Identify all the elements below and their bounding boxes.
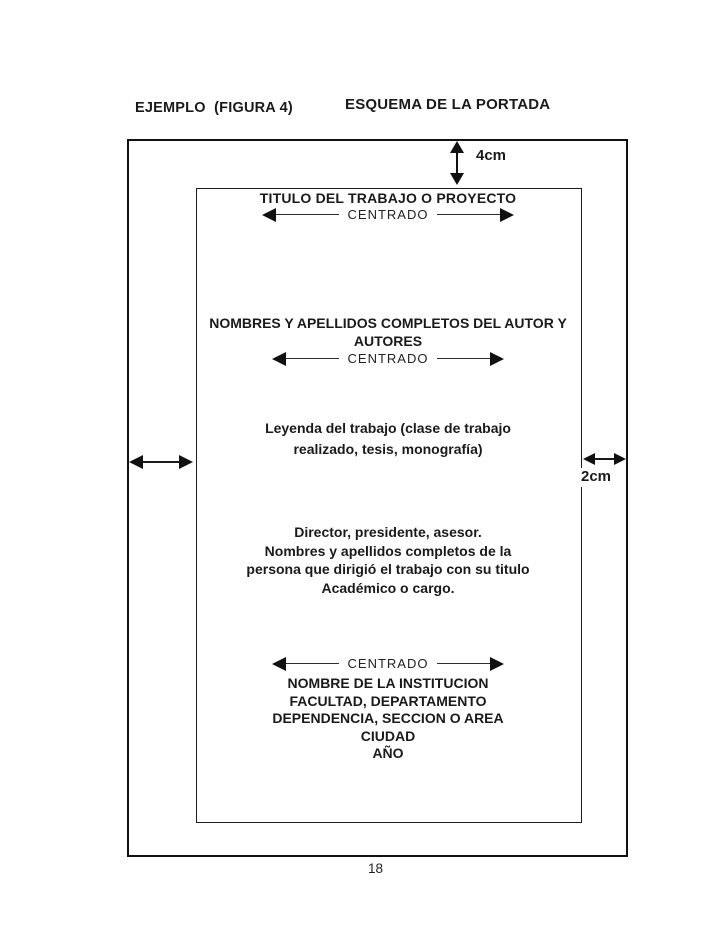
- director-line: Nombres y apellidos completos de la: [264, 542, 512, 559]
- director-line: persona que dirigió el trabajo con su titulo: [246, 561, 530, 577]
- legend-line: Leyenda del trabajo (clase de trabajo: [265, 420, 511, 436]
- arrow-shaft: [456, 153, 459, 173]
- institution-line: AÑO: [372, 745, 404, 761]
- top-margin-double-arrow-icon: [450, 141, 464, 185]
- work-title-line: TITULO DEL TRABAJO O PROYECTO: [259, 190, 517, 206]
- arrow-right-head-icon: [490, 657, 504, 671]
- institution-block: [196, 655, 580, 763]
- director-line: Director, presidente, asesor.: [294, 524, 482, 540]
- institution-line: FACULTAD, DEPARTAMENTO: [289, 692, 487, 709]
- arrow-left-head-icon: [129, 455, 143, 469]
- arrow-shaft: [143, 461, 179, 463]
- arrow-shaft: [286, 358, 339, 360]
- right-margin-double-arrow-icon: [583, 452, 626, 466]
- arrow-shaft: [595, 458, 614, 460]
- page-title: ESQUEMA DE LA PORTADA: [345, 96, 551, 113]
- figure-example-label: EJEMPLO (FIGURA 4): [135, 100, 293, 116]
- institution-line: CIUDAD: [360, 727, 416, 744]
- centered-label: CENTRADO: [347, 351, 429, 366]
- arrow-shaft: [286, 663, 339, 665]
- director-block: [196, 523, 580, 597]
- institution-line: NOMBRE DE LA INSTITUCION: [287, 675, 489, 691]
- centered-span-arrow-icon: [262, 207, 514, 222]
- page-number: 18: [367, 861, 384, 876]
- arrow-right-head-icon: [179, 455, 193, 469]
- top-margin-label: 4cm: [476, 147, 507, 164]
- arrow-shaft: [437, 214, 500, 216]
- centered-span-arrow-icon: [272, 656, 504, 671]
- director-line: Académico o cargo.: [321, 579, 455, 596]
- arrow-shaft: [276, 214, 339, 216]
- arrow-right-head-icon: [614, 453, 626, 465]
- arrow-left-head-icon: [583, 453, 595, 465]
- arrow-right-head-icon: [500, 208, 514, 222]
- centered-label: CENTRADO: [347, 207, 429, 222]
- arrow-shaft: [437, 358, 490, 360]
- authors-block: [196, 314, 580, 366]
- authors-line: NOMBRES Y APELLIDOS COMPLETOS DEL AUTOR Y: [209, 315, 567, 331]
- arrow-left-head-icon: [262, 208, 276, 222]
- arrow-right-head-icon: [490, 352, 504, 366]
- arrow-left-head-icon: [272, 352, 286, 366]
- institution-line: DEPENDENCIA, SECCION O AREA: [272, 710, 504, 726]
- legend-line: realizado, tesis, monografía): [293, 441, 483, 457]
- authors-line: AUTORES: [353, 333, 423, 349]
- right-margin-label: 2cm: [579, 468, 615, 487]
- centered-span-arrow-icon: [272, 351, 504, 366]
- left-margin-double-arrow-icon: [129, 455, 193, 469]
- arrow-left-head-icon: [272, 657, 286, 671]
- legend-block: [196, 418, 580, 460]
- arrow-up-head-icon: [450, 141, 464, 153]
- arrow-down-head-icon: [450, 173, 464, 185]
- work-title-block: [196, 190, 580, 222]
- arrow-shaft: [437, 663, 490, 665]
- centered-label: CENTRADO: [347, 656, 429, 671]
